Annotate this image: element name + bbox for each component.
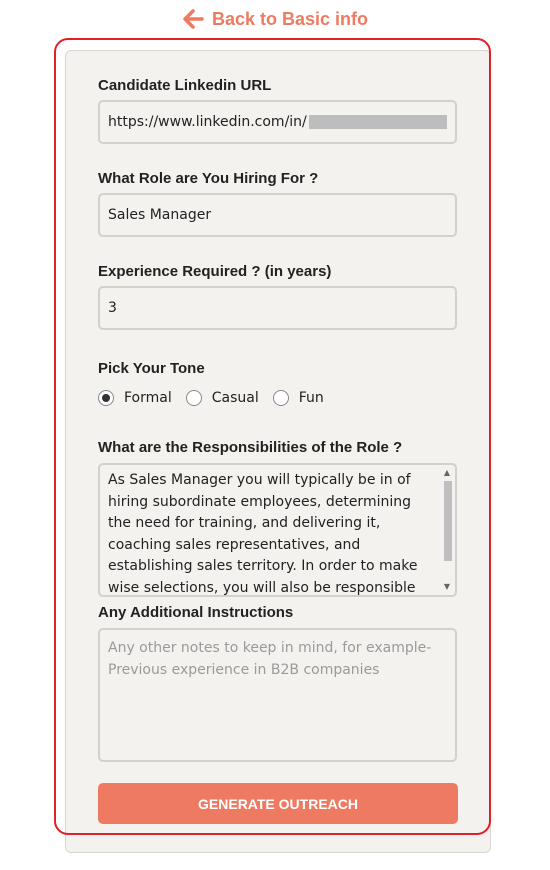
tone-radio-group [98,390,338,406]
tone-option-label: Fun [298,390,324,406]
radio-unchecked-icon [273,390,289,406]
linkedin-url-value: https://www.linkedin.com/in/ [108,114,307,130]
tone-option-label: Casual [211,390,259,406]
scroll-down-arrow-icon[interactable]: ▼ [443,582,451,591]
linkedin-url-label: Candidate Linkedin URL [98,77,272,94]
responsibilities-label: What are the Responsibilities of the Role ? [98,439,403,456]
tone-option-formal[interactable] [98,390,172,406]
role-value: Sales Manager [108,207,212,223]
redacted-block [309,115,447,129]
additional-instructions-textarea[interactable] [98,628,457,762]
radio-checked-icon [98,390,114,406]
back-to-basic-info-link[interactable] [0,8,550,30]
responsibilities-value: As Sales Manager you will typically be in of hiring subordinate employees, determining the need for training, and delivering it, coaching sales representatives, and establishing sales territory. In order to make wise selections, you will also be responsible [108,472,418,596]
role-label: What Role are You Hiring For ? [98,170,319,187]
experience-input[interactable] [98,286,457,330]
tone-label: Pick Your Tone [98,360,205,377]
back-link-label: Back to Basic info [211,8,369,29]
radio-unchecked-icon [186,390,202,406]
additional-instructions-label: Any Additional Instructions [98,604,294,621]
generate-outreach-button[interactable]: GENERATE OUTREACH [98,783,458,824]
textarea-scrollbar[interactable] [441,467,453,593]
tone-option-fun[interactable] [273,390,324,406]
scrollbar-thumb[interactable] [444,481,452,561]
linkedin-url-input[interactable] [98,100,457,144]
experience-value: 3 [108,300,117,316]
experience-label: Experience Required ? (in years) [98,263,332,280]
tone-option-casual[interactable] [186,390,259,406]
arrow-left-icon [182,8,204,30]
tone-option-label: Formal [124,390,172,406]
additional-instructions-placeholder: Any other notes to keep in mind, for example- Previous experience in B2B companies [108,640,432,678]
scroll-up-arrow-icon[interactable]: ▲ [443,468,451,477]
role-input[interactable] [98,193,457,237]
responsibilities-textarea[interactable] [98,463,457,597]
